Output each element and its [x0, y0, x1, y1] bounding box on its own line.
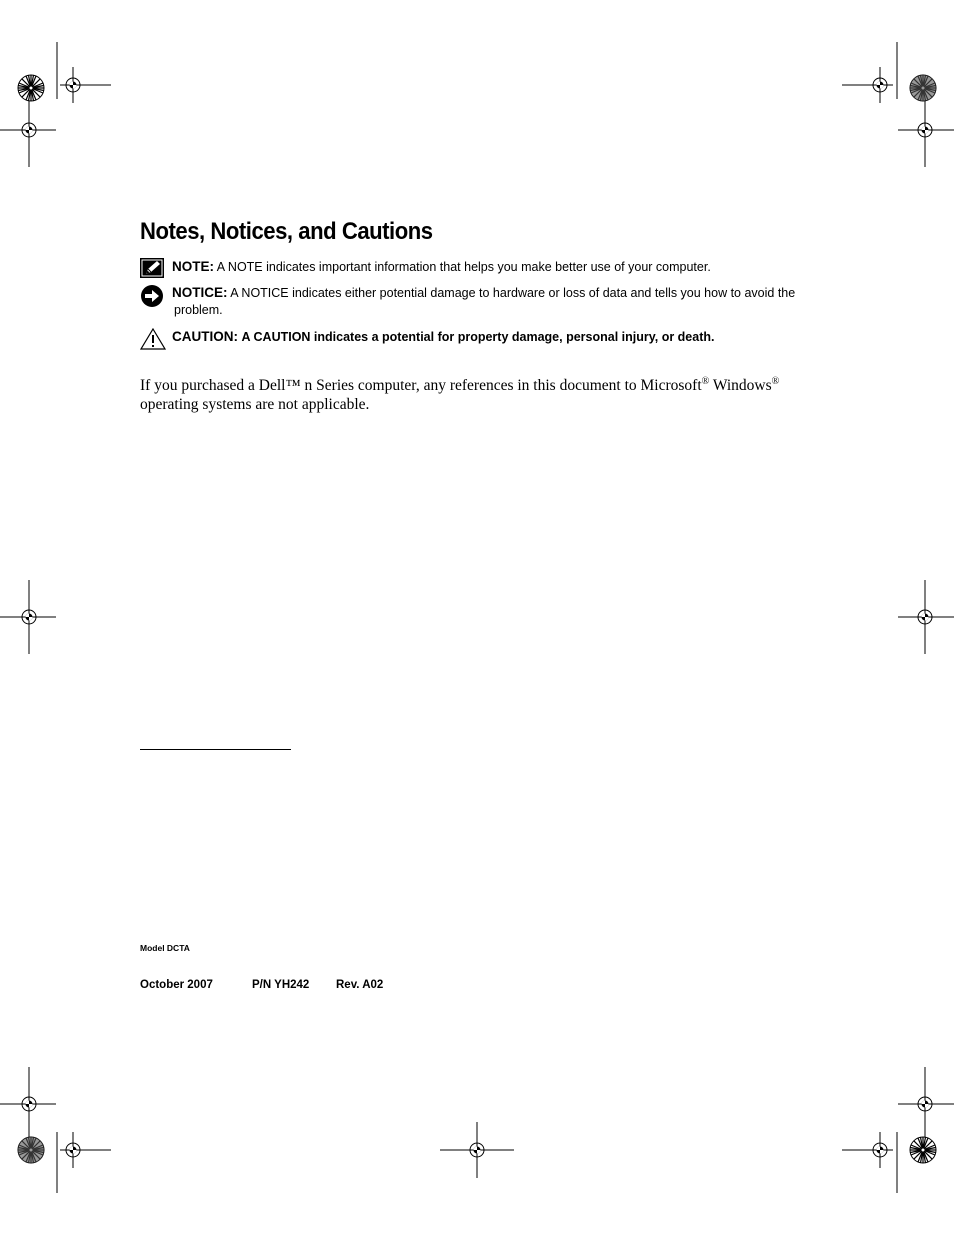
- footer-revision: Rev. A02: [336, 979, 384, 991]
- notice-text: A NOTICE indicates either potential damage to hardware or loss of data and tells you how to avoid the: [230, 286, 796, 300]
- notice-label: NOTICE:: [172, 285, 228, 300]
- notice-text-continuation: problem.: [174, 303, 223, 317]
- caution-label: CAUTION:: [172, 329, 238, 344]
- caution-text: A CAUTION indicates a potential for property damage, personal injury, or death.: [241, 330, 715, 344]
- color-wheel-icon: [18, 75, 44, 101]
- page-title: Notes, Notices, and Cautions: [140, 218, 433, 245]
- note-text: A NOTE indicates important information that helps you make better use of your computer.: [216, 260, 711, 274]
- footer-part-number: P/N YH242: [252, 979, 310, 991]
- paragraph-part1: If you purchased a Dell™ n Series computer, any references in this document to Microsoft: [140, 377, 702, 394]
- paragraph-part3: operating systems are not applicable.: [140, 396, 370, 413]
- registered-mark: ®: [701, 375, 710, 387]
- footer-date: October 2007: [140, 979, 213, 991]
- model-number: Model DCTA: [140, 943, 190, 953]
- color-wheel-icon: [910, 1137, 936, 1163]
- registered-mark: ®: [771, 375, 780, 387]
- paragraph-part2: Windows: [709, 377, 772, 394]
- note-label: NOTE:: [172, 259, 214, 274]
